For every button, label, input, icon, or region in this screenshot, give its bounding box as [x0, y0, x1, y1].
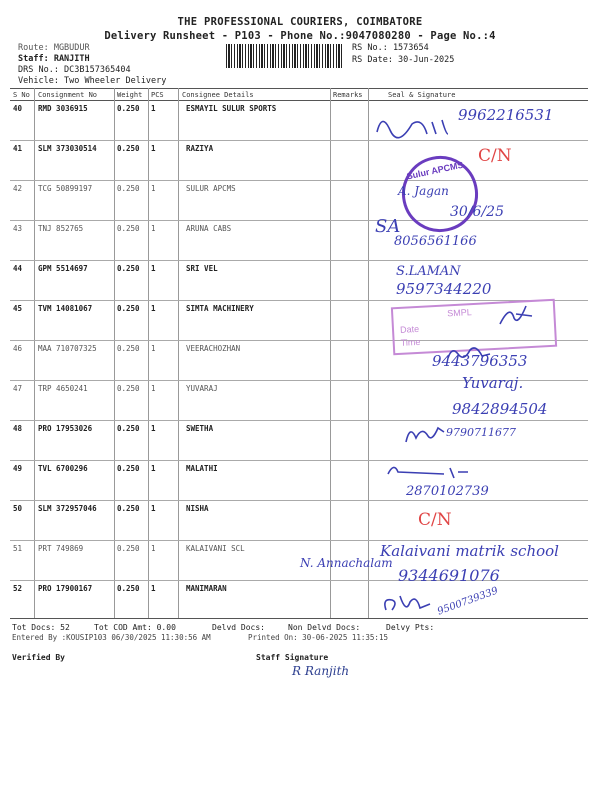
- row-weight: 0.250: [117, 304, 140, 313]
- row-consignee: SIMTA MACHINERY: [186, 304, 254, 313]
- printed-on: Printed On: 30-06-2025 11:35:15: [248, 633, 388, 642]
- row-consignee: SULUR APCMS: [186, 184, 236, 193]
- runsheet-title: Delivery Runsheet - P103 - Phone No.:9047080280 - Page No.:4: [104, 30, 496, 42]
- row-pcs: 1: [151, 584, 156, 593]
- row-sno: 48: [13, 424, 23, 433]
- row-pcs: 1: [151, 264, 156, 273]
- row-consignment: PRT 749869: [38, 544, 84, 553]
- row-consignee: YUVARAJ: [186, 384, 218, 393]
- row-rule: [10, 580, 588, 581]
- phone-row-51: 9344691076: [398, 566, 500, 585]
- row-consignee: SRI VEL: [186, 264, 218, 273]
- row-pcs: 1: [151, 184, 156, 193]
- row-rule: [10, 180, 588, 181]
- barcode-image: [226, 44, 344, 68]
- row-sno: 41: [13, 144, 23, 153]
- row-weight: 0.250: [117, 424, 140, 433]
- route-label: Route: MGBUDUR: [18, 43, 90, 53]
- drs-number: DRS No.: DC3B157365404: [18, 65, 131, 75]
- row-pcs: 1: [151, 464, 156, 473]
- row-sno: 45: [13, 304, 23, 313]
- row-sno: 52: [13, 584, 23, 593]
- header-consignee: Consignee Details: [182, 91, 254, 99]
- phone-row-43: 8056561166: [394, 234, 477, 249]
- delivery-points: Delvy Pts:: [386, 623, 435, 632]
- entered-by: Entered By :KOUSIP103 06/30/2025 11:30:56 AM: [12, 633, 211, 642]
- col-divider: [148, 88, 149, 618]
- header-sno: S No: [13, 91, 30, 99]
- row-rule: [10, 460, 588, 461]
- row-consignee: SWETHA: [186, 424, 214, 433]
- row-consignee: MALATHI: [186, 464, 218, 473]
- total-docs: Tot Docs: 52: [12, 623, 70, 632]
- row-consignment: TVL 6700296: [38, 464, 88, 473]
- signature-row-43: SA: [375, 216, 401, 237]
- row-consignment: PRO 17900167: [38, 584, 93, 593]
- name-row-51: N. Annachalam: [300, 556, 393, 570]
- row-consignment: SLM 373030514: [38, 144, 97, 153]
- row-rule: [10, 420, 588, 421]
- row-consignment: MAA 710707325: [38, 344, 97, 353]
- name-row-44: S.LAMAN: [396, 264, 461, 279]
- row-consignee: MANIMARAN: [186, 584, 227, 593]
- row-consignment: TRP 4650241: [38, 384, 88, 393]
- col-divider: [178, 88, 179, 618]
- row-rule: [10, 140, 588, 141]
- row-rule: [10, 540, 588, 541]
- non-delivered-docs: Non Delvd Docs:: [288, 623, 361, 632]
- row-consignee: KALAIVANI SCL: [186, 544, 245, 553]
- table-bottom-rule: [10, 618, 588, 619]
- row-sno: 47: [13, 384, 23, 393]
- row-consignment: SLM 372957046: [38, 504, 97, 513]
- row-consignment: TVM 14081067: [38, 304, 93, 313]
- school-name-row-51: Kalaivani matrik school: [380, 542, 559, 560]
- row-weight: 0.250: [117, 584, 140, 593]
- header-seal-signature: Seal & Signature: [388, 91, 456, 99]
- rs-date: RS Date: 30-Jun-2025: [352, 55, 455, 65]
- row-consignee: RAZIYA: [186, 144, 214, 153]
- stamp-time-label: Time: [400, 336, 421, 348]
- cn-mark: C/N: [478, 146, 512, 166]
- row-rule: [10, 220, 588, 221]
- signature-row-40: [372, 112, 452, 142]
- staff-label: Staff: RANJITH: [18, 54, 90, 64]
- row-weight: 0.250: [117, 504, 140, 513]
- name-row-47: Yuvaraj.: [462, 374, 524, 392]
- row-weight: 0.250: [117, 184, 140, 193]
- row-sno: 46: [13, 344, 23, 353]
- row-pcs: 1: [151, 304, 156, 313]
- row-consignee: ESMAYIL SULUR SPORTS: [186, 104, 277, 113]
- col-divider: [34, 88, 35, 618]
- col-divider: [368, 88, 369, 618]
- header-consignment: Consignment No: [38, 91, 98, 99]
- phone-row-52: 9500739339: [436, 585, 500, 618]
- header-pcs: PCS: [151, 91, 164, 99]
- header-weight: Weight: [117, 91, 143, 99]
- row-consignment: TCG 50899197: [38, 184, 93, 193]
- staff-signature-label: Staff Signature: [256, 653, 329, 662]
- row-sno: 43: [13, 224, 23, 233]
- row-sno: 51: [13, 544, 23, 553]
- phone-row-49: 2870102739: [406, 484, 489, 499]
- row-consignee: NISHA: [186, 504, 209, 513]
- row-consignment: TNJ 852765: [38, 224, 84, 233]
- signature-row-49: [384, 460, 480, 480]
- row-consignment: PRO 17953026: [38, 424, 93, 433]
- delivered-docs: Delvd Docs:: [212, 623, 265, 632]
- row-weight: 0.250: [117, 464, 140, 473]
- signature-row-48: [402, 420, 448, 446]
- row-consignee: ARUNA CABS: [186, 224, 232, 233]
- col-divider: [330, 88, 331, 618]
- row-pcs: 1: [151, 224, 156, 233]
- row-consignment: GPM 5514697: [38, 264, 88, 273]
- cn-mark: C/N: [418, 510, 452, 530]
- row-weight: 0.250: [117, 224, 140, 233]
- row-pcs: 1: [151, 544, 156, 553]
- row-sno: 40: [13, 104, 23, 113]
- row-weight: 0.250: [117, 384, 140, 393]
- row-rule: [10, 260, 588, 261]
- round-seal-stamp: Sulur APCMS: [395, 149, 485, 239]
- table-header-rule: [10, 100, 588, 101]
- col-divider: [114, 88, 115, 618]
- verified-by-label: Verified By: [12, 653, 65, 662]
- row-pcs: 1: [151, 424, 156, 433]
- row-sno: 50: [13, 504, 23, 513]
- phone-row-47: 9842894504: [452, 400, 548, 418]
- row-pcs: 1: [151, 384, 156, 393]
- table-top-rule: [10, 88, 588, 89]
- row-weight: 0.250: [117, 264, 140, 273]
- signature-row-42: A. Jagan: [398, 184, 449, 198]
- phone-row-48: 9790711677: [446, 426, 516, 439]
- total-cod-amount: Tot COD Amt: 0.00: [94, 623, 176, 632]
- row-pcs: 1: [151, 144, 156, 153]
- date-row-42: 30/6/25: [450, 204, 504, 220]
- stamp-title: SMPL: [446, 307, 472, 319]
- row-pcs: 1: [151, 344, 156, 353]
- phone-row-44: 9597344220: [396, 280, 492, 298]
- rs-number: RS No.: 1573654: [352, 43, 429, 53]
- row-weight: 0.250: [117, 344, 140, 353]
- phone-row-46: 9443796353: [432, 352, 528, 370]
- header-remarks: Remarks: [333, 91, 363, 99]
- row-weight: 0.250: [117, 104, 140, 113]
- staff-signature: R Ranjith: [292, 664, 350, 678]
- phone-row-40: 9962216531: [458, 106, 554, 124]
- row-sno: 42: [13, 184, 23, 193]
- stamp-date-label: Date: [399, 323, 420, 335]
- row-pcs: 1: [151, 504, 156, 513]
- row-weight: 0.250: [117, 544, 140, 553]
- row-sno: 44: [13, 264, 23, 273]
- signature-row-45: [496, 302, 536, 328]
- row-pcs: 1: [151, 104, 156, 113]
- row-sno: 49: [13, 464, 23, 473]
- row-rule: [10, 500, 588, 501]
- signature-row-52: [380, 592, 436, 616]
- row-weight: 0.250: [117, 144, 140, 153]
- row-consignment: RMD 3036915: [38, 104, 88, 113]
- company-title: THE PROFESSIONAL COURIERS, COIMBATORE: [177, 16, 423, 28]
- row-consignee: VEERACHOZHAN: [186, 344, 241, 353]
- vehicle-label: Vehicle: Two Wheeler Delivery: [18, 76, 167, 86]
